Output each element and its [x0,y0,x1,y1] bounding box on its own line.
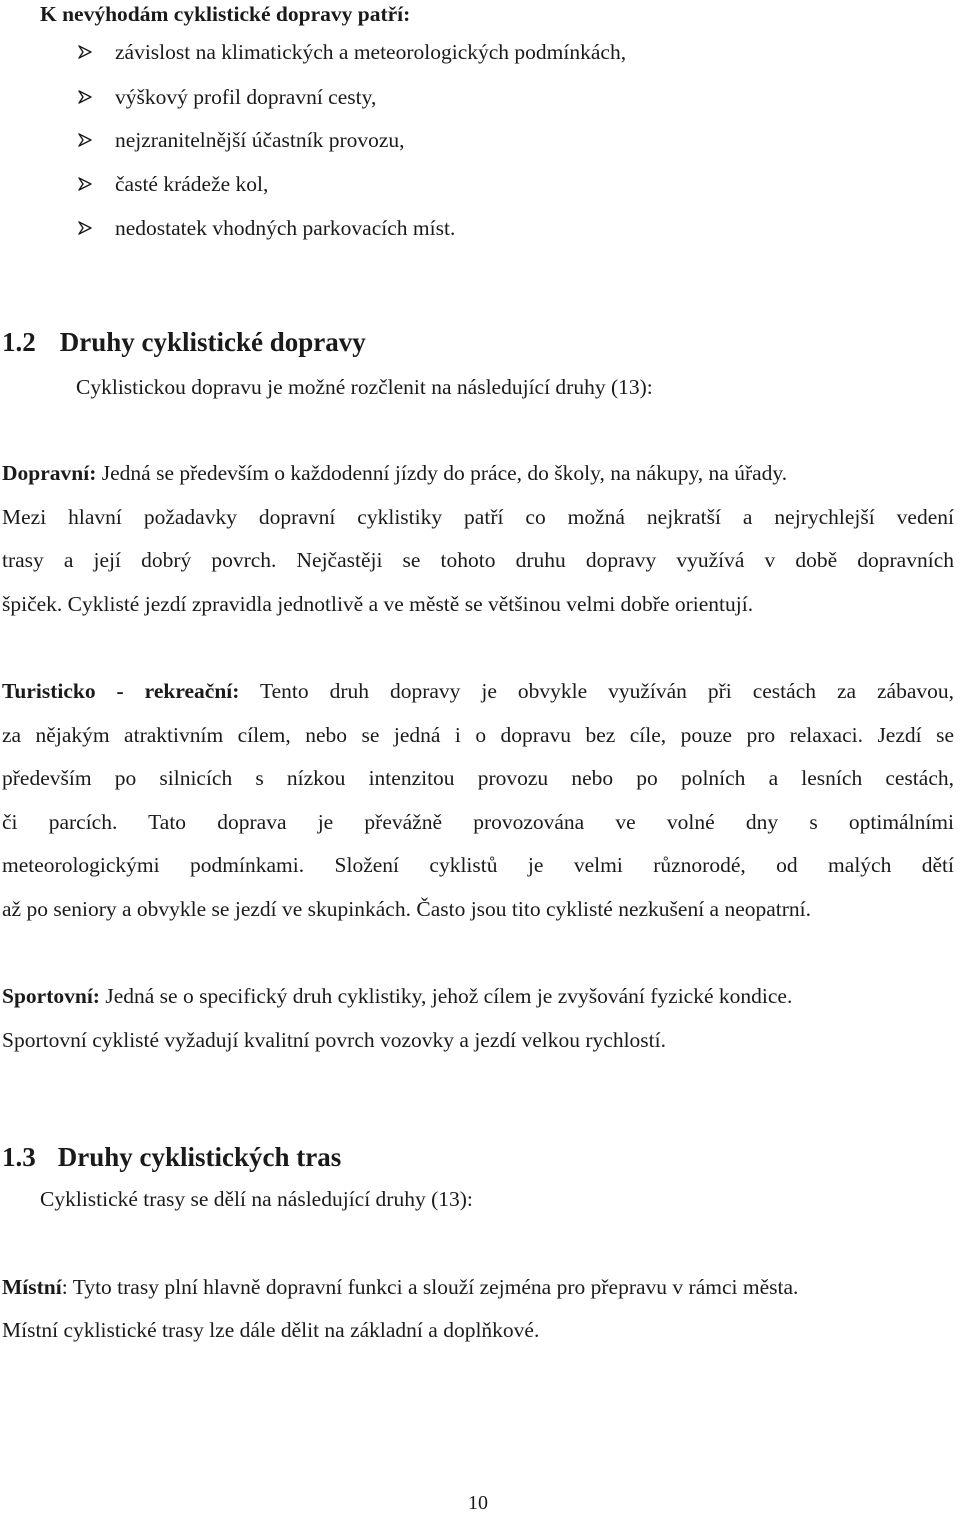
list-item-text: nedostatek vhodných parkovacích míst. [115,216,456,240]
paragraph-line: či parcích. Tato doprava je převážně provozována ve volné dny s optimálními [2,810,954,834]
arrow-bullet-icon [78,133,92,147]
paragraph-line [2,681,954,703]
paragraph-line: především po silnicích s nízkou intenzitou provozu nebo po polních a lesních cestách, [2,766,954,790]
section-intro: Cyklistickou dopravu je možné rozčlenit na následující druhy (13): [76,375,653,399]
section-number: 1.3 [2,1142,36,1172]
arrow-bullet-icon [78,90,92,104]
section-intro: Cyklistické trasy se dělí na následující druhy (13): [40,1187,473,1211]
paragraph-line [2,1277,798,1299]
section-title: Druhy cyklistické dopravy [59,327,366,357]
paragraph-line: trasy a její dobrý povrch. Nejčastěji se tohoto druhu dopravy využívá v době dopravních [2,548,954,572]
paragraph-line: Mezi hlavní požadavky dopravní cyklistiky patří co možná nejkratší a nejrychlejší vedení [2,505,954,529]
arrow-bullet-icon [78,45,92,59]
arrow-bullet-icon [78,221,92,235]
paragraph-line: špiček. Cyklisté jezdí zpravidla jednotlivě a ve městě se většinou velmi dobře orientují. [2,592,754,616]
list-item-text: výškový profil dopravní cesty, [115,85,377,109]
section-number: 1.2 [2,327,36,357]
paragraph-line: až po seniory a obvykle se jezdí ve skupinkách. Často jsou tito cyklisté nezkušení a neopatrní. [2,897,812,921]
term-label: Dopravní: [2,461,97,485]
section-heading-1-2 [2,329,366,356]
list-item-text: závislost na klimatických a meteorologických podmínkách, [115,40,627,64]
line-text: : Tyto trasy plní hlavně dopravní funkci a slouží zejména pro přepravu v rámci města. [61,1275,799,1299]
term-label: Turisticko - rekreační: [2,679,240,703]
paragraph-line [2,463,954,485]
term-label: Sportovní: [2,984,100,1008]
section-heading-1-3 [2,1144,341,1171]
line-text: Jedná se především o každodenní jízdy do práce, do školy, na nákupy, na úřady. [96,461,788,485]
page-number: 10 [468,1492,488,1514]
list-item-text: nejzranitelnější účastník provozu, [115,128,405,152]
section-title: Druhy cyklistických tras [57,1142,342,1172]
list-item-text: časté krádeže kol, [115,172,269,196]
line-text: Jedná se o specifický druh cyklistiky, jehož cílem je zvyšování fyzické kondice. [99,984,793,1008]
paragraph-line [2,986,792,1008]
paragraph-line: meteorologickými podmínkami. Složení cyklistů je velmi různorodé, od malých dětí [2,853,954,877]
paragraph-line: Místní cyklistické trasy lze dále dělit na základní a doplňkové. [2,1318,540,1342]
paragraph-line: Sportovní cyklisté vyžadují kvalitní povrch vozovky a jezdí velkou rychlostí. [2,1028,666,1052]
line-text: Tento druh dopravy je obvykle využíván při cestách za zábavou, [239,679,955,703]
disadvantages-heading: K nevýhodám cyklistické dopravy patří: [40,2,411,26]
paragraph-line: za nějakým atraktivním cílem, nebo se jedná i o dopravu bez cíle, pouze pro relaxaci. Jezdí se [2,723,954,747]
term-label: Místní [2,1275,62,1299]
arrow-bullet-icon [78,177,92,191]
